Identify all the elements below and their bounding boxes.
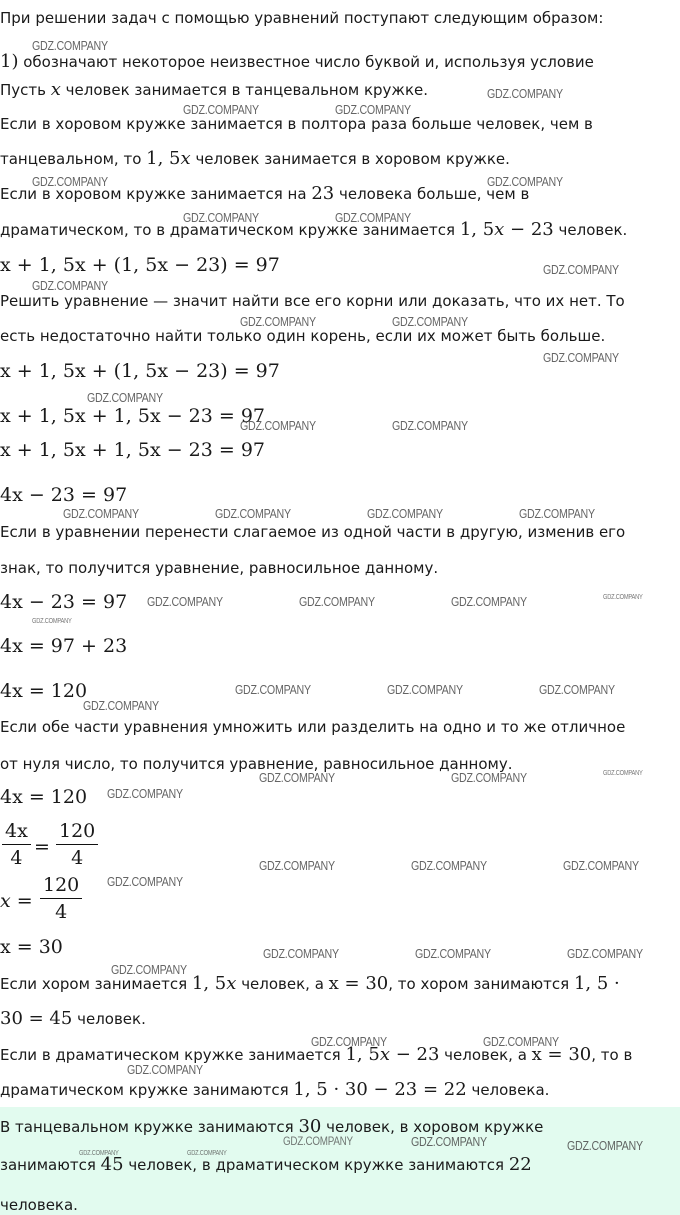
watermark: GDZ.COMPANY bbox=[32, 174, 108, 189]
equation: 4x − 23 = 97 bbox=[0, 591, 128, 613]
watermark: GDZ.COMPANY bbox=[240, 314, 316, 329]
equation: x + 1, 5x + 1, 5x − 23 = 97 bbox=[0, 405, 266, 427]
watermark: GDZ.COMPANY bbox=[603, 770, 643, 777]
watermark: GDZ.COMPANY bbox=[483, 1034, 559, 1049]
watermark: GDZ.COMPANY bbox=[32, 278, 108, 293]
equation: x + 1, 5x + 1, 5x − 23 = 97 bbox=[0, 439, 266, 461]
watermark: GDZ.COMPANY bbox=[83, 698, 159, 713]
watermark: GDZ.COMPANY bbox=[392, 418, 468, 433]
fraction: $\frac{120}{4}$ bbox=[40, 874, 82, 923]
watermark: GDZ.COMPANY bbox=[259, 770, 335, 785]
watermark: GDZ.COMPANY bbox=[335, 102, 411, 117]
text-line: Решить уравнение — значит найти все его корни или доказать, что их нет. То bbox=[0, 292, 625, 310]
watermark: GDZ.COMPANY bbox=[283, 1134, 353, 1148]
equation: x + 1, 5x + (1, 5x − 23) = 97 bbox=[0, 254, 280, 276]
text-line: 1) обозначают некоторое неизвестное число буквой и, используя условие bbox=[0, 51, 594, 72]
watermark: GDZ.COMPANY bbox=[32, 618, 72, 625]
text-line: Пусть x человек занимается в танцевальном кружке. bbox=[0, 79, 429, 100]
text-line: есть недостаточно найти только один корень, если их может быть больше. bbox=[0, 327, 606, 345]
watermark: GDZ.COMPANY bbox=[335, 210, 411, 225]
watermark: GDZ.COMPANY bbox=[567, 1138, 643, 1153]
watermark: GDZ.COMPANY bbox=[107, 874, 183, 889]
watermark: GDZ.COMPANY bbox=[543, 350, 619, 365]
watermark: GDZ.COMPANY bbox=[411, 858, 487, 873]
equation: 4x = 120 bbox=[0, 786, 88, 808]
watermark: GDZ.COMPANY bbox=[127, 1062, 203, 1077]
text-line: от нуля число, то получится уравнение, равносильное данному. bbox=[0, 755, 513, 773]
text-line: драматическом, то в драматическом кружке занимается 1, 5x − 23 человек. bbox=[0, 219, 628, 240]
watermark: GDZ.COMPANY bbox=[147, 594, 223, 609]
text-line: Если в хоровом кружке занимается на 23 человека больше, чем в bbox=[0, 183, 530, 204]
answer-line: В танцевальном кружке занимаются 30 человек, в хоровом кружке bbox=[0, 1116, 544, 1137]
watermark: GDZ.COMPANY bbox=[415, 946, 491, 961]
watermark: GDZ.COMPANY bbox=[411, 1134, 487, 1149]
text-line: знак, то получится уравнение, равносильное данному. bbox=[0, 559, 439, 577]
equation: x + 1, 5x + (1, 5x − 23) = 97 bbox=[0, 360, 280, 382]
x-equals: x = bbox=[0, 890, 33, 912]
watermark: GDZ.COMPANY bbox=[487, 174, 563, 189]
equation: 4x = 120 bbox=[0, 680, 88, 702]
watermark: GDZ.COMPANY bbox=[487, 86, 563, 101]
watermark: GDZ.COMPANY bbox=[299, 594, 375, 609]
text-line: 30 = 45 человек. bbox=[0, 1008, 146, 1029]
fraction: $\frac{120}{4}$ bbox=[56, 820, 98, 869]
watermark: GDZ.COMPANY bbox=[32, 38, 108, 53]
watermark: GDZ.COMPANY bbox=[451, 770, 527, 785]
answer-line: человека. bbox=[0, 1196, 78, 1214]
watermark: GDZ.COMPANY bbox=[567, 946, 643, 961]
watermark: GDZ.COMPANY bbox=[387, 682, 463, 697]
watermark: GDZ.COMPANY bbox=[263, 946, 339, 961]
text-line: Если обе части уравнения умножить или разделить на одно и то же отличное bbox=[0, 718, 626, 736]
watermark: GDZ.COMPANY bbox=[543, 262, 619, 277]
watermark: GDZ.COMPANY bbox=[183, 102, 259, 117]
watermark: GDZ.COMPANY bbox=[603, 594, 643, 601]
watermark: GDZ.COMPANY bbox=[451, 594, 527, 609]
text-line: Если в хоровом кружке занимается в полтора раза больше человек, чем в bbox=[0, 115, 593, 133]
watermark: GDZ.COMPANY bbox=[235, 682, 311, 697]
text-line: Если в уравнении перенести слагаемое из одной части в другую, изменив его bbox=[0, 523, 626, 541]
equation: 4x = 97 + 23 bbox=[0, 635, 128, 657]
text-line: танцевальном, то 1, 5x человек занимается в хоровом кружке. bbox=[0, 148, 510, 169]
watermark: GDZ.COMPANY bbox=[111, 962, 187, 977]
text-line: драматическом кружке занимаются 1, 5 · 30 − 23 = 22 человека. bbox=[0, 1079, 550, 1100]
watermark: GDZ.COMPANY bbox=[107, 786, 183, 801]
equation: x = 30 bbox=[0, 936, 63, 958]
watermark: GDZ.COMPANY bbox=[187, 1150, 227, 1157]
watermark: GDZ.COMPANY bbox=[259, 858, 335, 873]
text-line: Если в драматическом кружке занимается 1, 5x − 23 человек, а x = 30, то в bbox=[0, 1044, 633, 1065]
answer-line: занимаются 45 человек, в драматическом кружке занимаются 22 bbox=[0, 1154, 532, 1175]
watermark: GDZ.COMPANY bbox=[79, 1150, 119, 1157]
watermark: GDZ.COMPANY bbox=[367, 506, 443, 521]
equals-sign: = bbox=[34, 836, 50, 858]
fraction-equation bbox=[0, 820, 120, 876]
watermark: GDZ.COMPANY bbox=[215, 506, 291, 521]
watermark: GDZ.COMPANY bbox=[563, 858, 639, 873]
watermark: GDZ.COMPANY bbox=[392, 314, 468, 329]
text-line: При решении задач с помощью уравнений поступают следующим образом: bbox=[0, 9, 604, 27]
text-line: Если хором занимается 1, 5x человек, а x = 30, то хором занимаются 1, 5 · bbox=[0, 973, 620, 994]
watermark: GDZ.COMPANY bbox=[311, 1034, 387, 1049]
fraction-equation bbox=[0, 874, 120, 930]
watermark: GDZ.COMPANY bbox=[539, 682, 615, 697]
equation: 4x − 23 = 97 bbox=[0, 484, 128, 506]
fraction: $\frac{4x}{4}$ bbox=[2, 820, 31, 869]
watermark: GDZ.COMPANY bbox=[240, 418, 316, 433]
watermark: GDZ.COMPANY bbox=[87, 390, 163, 405]
watermark: GDZ.COMPANY bbox=[63, 506, 139, 521]
watermark: GDZ.COMPANY bbox=[519, 506, 595, 521]
watermark: GDZ.COMPANY bbox=[183, 210, 259, 225]
answer-block bbox=[0, 1107, 680, 1215]
